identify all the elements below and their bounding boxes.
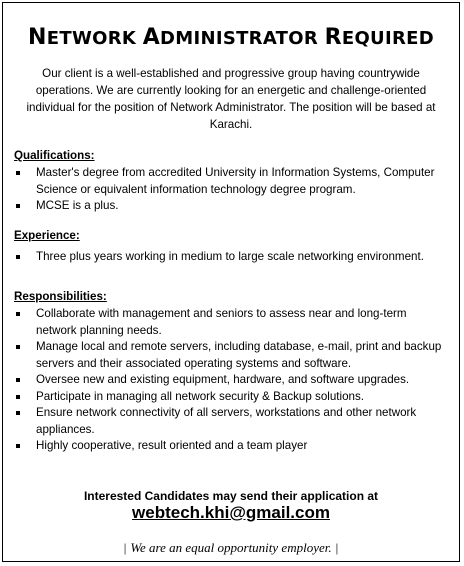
title-initial: R <box>324 25 342 50</box>
bullet-icon <box>16 204 20 208</box>
ad-title <box>3 25 459 50</box>
list-item <box>14 165 449 198</box>
list-item <box>14 339 449 372</box>
bullet-icon <box>16 395 20 399</box>
bullet-icon <box>16 171 20 175</box>
divider-bar: | <box>335 540 339 555</box>
list-item-text: Ensure network connectivity of all servers, workstations and other network appliances. <box>36 406 417 436</box>
list-item <box>14 405 449 438</box>
qualifications-heading: Qualifications: <box>14 149 95 162</box>
list-item <box>14 198 449 215</box>
list-item-text: Participate in managing all network security & Backup solutions. <box>36 389 365 403</box>
title-initial: A <box>142 25 161 50</box>
list-item-text: Manage local and remote servers, including database, e-mail, print and backup servers and their associated operating systems and software. <box>36 340 442 370</box>
list-item <box>14 249 449 266</box>
bullet-icon <box>16 444 20 448</box>
apply-instructions: Interested Candidates may send their application at <box>83 489 379 503</box>
contact-email-link[interactable]: webtech.khi@gmail.com <box>132 503 330 522</box>
list-item <box>14 438 449 455</box>
bullet-icon <box>16 255 20 259</box>
list-item-text: Highly cooperative, result oriented and a team player <box>36 439 308 452</box>
list-item-text: Three plus years working in medium to large scale networking environment. <box>36 250 424 263</box>
bullet-icon <box>16 378 20 382</box>
list-item <box>14 306 449 339</box>
title-word-rest: DMINISTRATOR <box>160 28 319 49</box>
job-advertisement <box>2 2 460 562</box>
experience-heading: Experience: <box>14 229 80 242</box>
list-item-text: MCSE is a plus. <box>36 199 119 212</box>
intro-paragraph: Our client is a well-established and progressive group having countrywide operations. We are currently looking for an energetic and challenge-oriented individual for the position of Network Administrator. The position will be based at Karachi. <box>26 67 436 131</box>
divider-bar: | <box>123 540 127 555</box>
qualifications-list <box>14 165 449 215</box>
bullet-icon <box>16 411 20 415</box>
bullet-icon <box>16 345 20 349</box>
list-item-text: Master's degree from accredited University in Information Systems, Computer Science or equivalent information technology degree program. <box>36 166 435 196</box>
list-item <box>14 389 449 406</box>
list-item-text: Oversee new and existing equipment, hardware, and software upgrades. <box>36 373 410 386</box>
equal-opportunity-statement <box>3 540 459 556</box>
responsibilities-heading: Responsibilities: <box>14 290 107 303</box>
bullet-icon <box>16 312 20 316</box>
title-word-rest: ETWORK <box>46 28 137 49</box>
list-item-text: Collaborate with management and seniors to assess near and long-term network planning needs. <box>36 307 407 337</box>
title-initial: N <box>28 25 47 50</box>
experience-list <box>14 249 449 266</box>
title-word-rest: EQUIRED <box>341 28 434 49</box>
equal-opportunity-text: We are an equal opportunity employer. <box>130 540 332 555</box>
responsibilities-list <box>14 306 449 455</box>
list-item <box>14 372 449 389</box>
